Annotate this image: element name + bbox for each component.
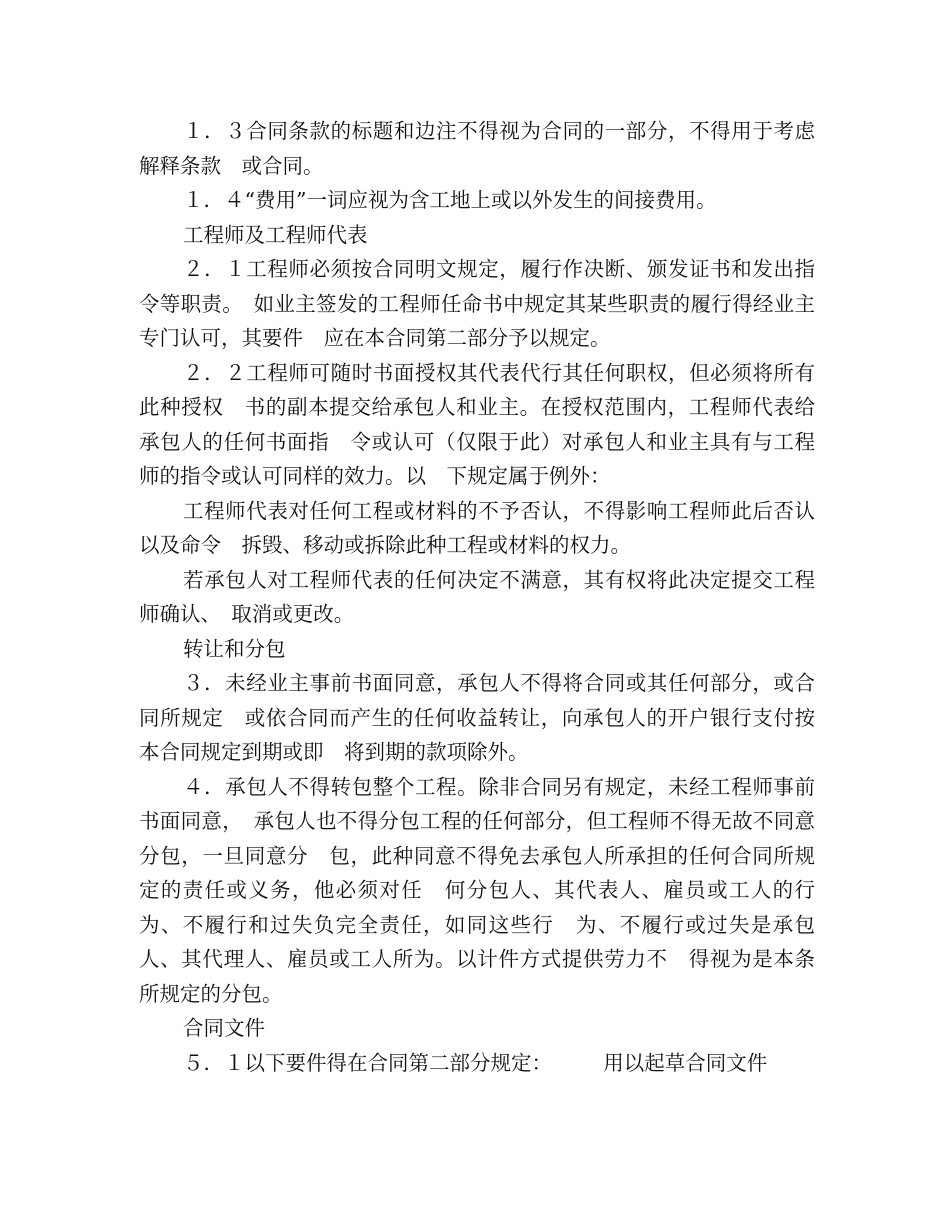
clause-2-2-exception-b: 若承包人对工程师代表的任何决定不满意，其有权将此决定提交工程师确认、 取消或更改。 — [139, 567, 815, 626]
clause-2-1: ２．１工程师必须按合同明文规定，履行作决断、颁发证书和发出指令等职责。 如业主签发的工程师任命书中规定其某些职责的履行得经业主专门认可，其要件 应在本合同第二部分予以规定。 — [139, 257, 815, 350]
clause-2-2: ２．２工程师可随时书面授权其代表代行其任何职权，但必须将所有此种授权 书的副本提交给承包人和业主。在授权范围内，工程师代表给承包人的任何书面指 令或认可（仅限于此）对承包人和业主具有与工程师的指令或认可同样的效力。以 下规定属于例外： — [139, 360, 815, 488]
section-heading-assignment: 转让和分包 — [183, 636, 286, 661]
clause-4: ４．承包人不得转包整个工程。除非合同另有规定，未经工程师事前书面同意， 承包人也不得分包工程的任何部分，但工程师不得无故不同意分包，一旦同意分 包，此种同意不得免去承包人所承担的任何合同所规定的责任或义务，他必须对任 何分包人、其代表人、雇员或工人的行为、不履行和过失负完全责任，如同这些行 为、不履行或过失是承包人、其代理人、雇员或工人所为。以计件方式提供劳力不 得视为是本条所规定的分包。 — [139, 774, 815, 1006]
clause-3: ３．未经业主事前书面同意，承包人不得将合同或其任何部分，或合同所规定 或依合同而产生的任何收益转让，向承包人的开户银行支付按本合同规定到期或即 将到期的款项除外。 — [139, 671, 815, 764]
document-body — [139, 114, 815, 1080]
clause-5-1: ５．１以下要件得在合同第二部分规定： 用以起草合同文件 — [183, 1050, 768, 1075]
clause-2-2-exception-a: 工程师代表对任何工程或材料的不予否认，不得影响工程师此后否认以及命令 拆毁、移动或拆除此种工程或材料的权力。 — [139, 498, 815, 557]
clause-1-3: １．３合同条款的标题和边注不得视为合同的一部分，不得用于考虑解释条款 或合同。 — [139, 119, 815, 178]
section-heading-engineer: 工程师及工程师代表 — [183, 222, 368, 247]
clause-1-4: １．４“费用”一词应视为含工地上或以外发生的间接费用。 — [183, 188, 717, 212]
section-heading-contract-documents: 合同文件 — [183, 1016, 265, 1040]
